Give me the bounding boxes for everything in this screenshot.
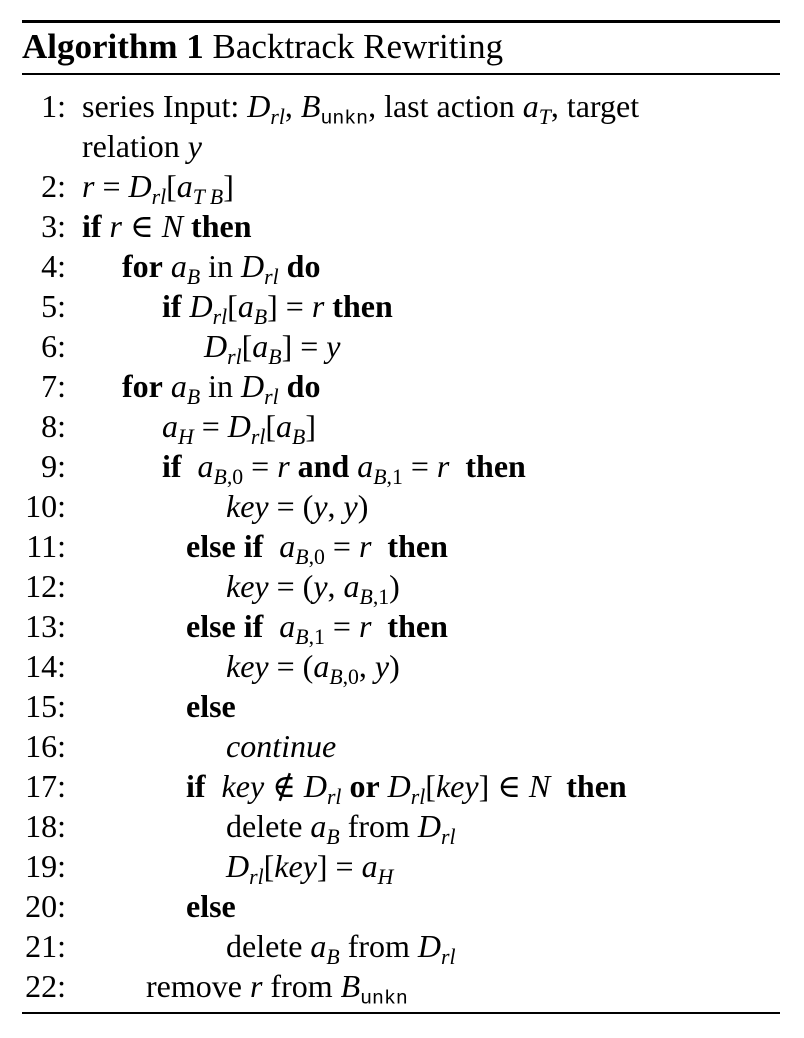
- code-line: [22, 246, 780, 289]
- line-number: 8:: [41, 408, 66, 444]
- line-content: if key ∉ $D_{rl}$ or $D_{rl}[key]$ ∈ N then: [186, 768, 627, 809]
- line-content: if $D_{rl}[a_B] = r$ then: [162, 288, 393, 329]
- algorithm-name: Backtrack Rewriting: [212, 27, 504, 66]
- line-content: $D_{rl}[key] = a_H$: [226, 848, 394, 889]
- line-content: continue: [226, 728, 337, 764]
- code-line: [22, 566, 780, 609]
- line-number: 21:: [25, 928, 66, 964]
- line-number: 10:: [25, 488, 66, 524]
- algorithm-label: Algorithm 1: [22, 27, 204, 66]
- line-number: 7:: [41, 368, 66, 404]
- code-line: [22, 166, 780, 209]
- line-content: for $a_B$ in $D_{rl}$ do: [122, 248, 321, 289]
- line-number: 2:: [41, 168, 66, 204]
- line-number: 11:: [26, 528, 66, 564]
- code-line: [22, 926, 780, 969]
- line-content: $r = D_{rl}[a_{T B}]$: [82, 168, 234, 209]
- line-number: 1:: [41, 88, 66, 124]
- line-number: 20:: [25, 888, 66, 924]
- code-line: [22, 86, 780, 130]
- line-content: if r ∈ N then: [82, 208, 252, 244]
- line-content: key = (y, y): [226, 488, 369, 524]
- line-content: remove r from $B_{unkn}$: [146, 968, 408, 1010]
- line-content: else: [186, 888, 236, 924]
- line-content: series Input: $D_{rl}$, $B_{unkn}$, last action $a_T$, target: [82, 88, 640, 130]
- line-number: 12:: [25, 568, 66, 604]
- line-number: 4:: [41, 248, 66, 284]
- algorithm-block: [22, 0, 780, 1038]
- code-line: [22, 406, 780, 449]
- line-number: 14:: [25, 648, 66, 684]
- line-content: relation y: [82, 128, 202, 164]
- line-content: else: [186, 688, 236, 724]
- code-line: [22, 846, 780, 889]
- line-number: 3:: [41, 208, 66, 244]
- line-content: key = (y, $a_{B,1}$): [226, 568, 400, 609]
- line-number: 19:: [25, 848, 66, 884]
- line-number: 15:: [25, 688, 66, 724]
- line-content: if $a_{B,0} = r$ and $a_{B,1} = r$ then: [162, 448, 526, 489]
- code-line: [22, 886, 780, 926]
- code-line: [22, 686, 780, 726]
- code-line: [22, 606, 780, 649]
- line-content: key = ($a_{B,0}$, y): [226, 648, 400, 689]
- code-line: [22, 286, 780, 329]
- algorithm-title: [22, 23, 503, 71]
- code-line: [22, 366, 780, 409]
- code-line: [22, 486, 780, 526]
- code-line: [22, 446, 780, 489]
- line-number: 9:: [41, 448, 66, 484]
- line-content: for $a_B$ in $D_{rl}$ do: [122, 368, 321, 409]
- line-number: 17:: [25, 768, 66, 804]
- line-number: 6:: [41, 328, 66, 364]
- line-content: else if $a_{B,1} = r$ then: [186, 608, 448, 649]
- line-number: 16:: [25, 728, 66, 764]
- bottom-rule: [22, 1012, 780, 1014]
- code-line: [22, 326, 780, 369]
- code-line: [22, 766, 780, 809]
- code-line: [22, 806, 780, 849]
- line-number: 18:: [25, 808, 66, 844]
- line-number: 5:: [41, 288, 66, 324]
- code-line: [22, 726, 780, 766]
- code-line: [22, 646, 780, 689]
- line-content: else if $a_{B,0} = r$ then: [186, 528, 448, 569]
- line-number: 13:: [25, 608, 66, 644]
- code-line: [22, 526, 780, 569]
- line-content: $a_H = D_{rl}[a_B]$: [162, 408, 316, 449]
- line-number: 22:: [25, 968, 66, 1004]
- code-line: [22, 966, 780, 1010]
- code-line: [22, 206, 780, 246]
- line-content: $D_{rl}[a_B] = y$: [204, 328, 341, 369]
- line-content: delete $a_B$ from $D_{rl}$: [226, 928, 456, 969]
- header-rule: [22, 73, 780, 75]
- code-line-continuation: [22, 126, 780, 166]
- line-content: delete $a_B$ from $D_{rl}$: [226, 808, 456, 849]
